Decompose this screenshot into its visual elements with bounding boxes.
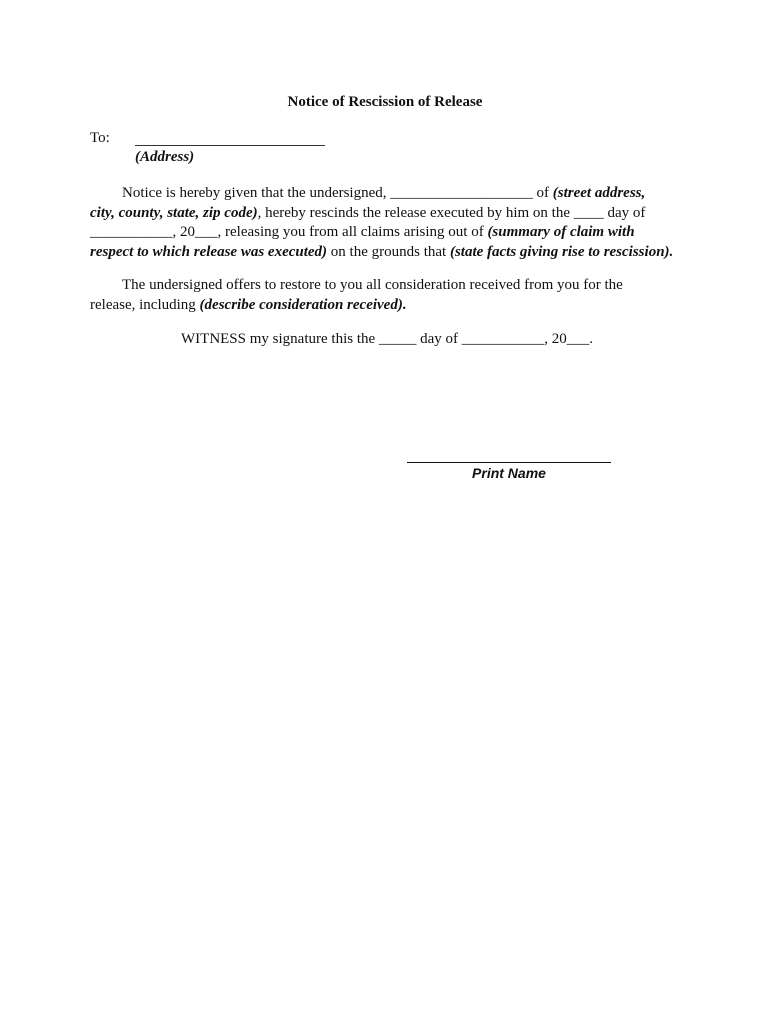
notice-placeholder: respect to which release was executed)	[90, 243, 328, 260]
to-label: To:	[90, 130, 110, 146]
notice-placeholder: city, county, state, zip code)	[90, 204, 258, 221]
consideration-line-2	[90, 296, 690, 316]
consideration-text: release, including	[90, 296, 200, 313]
consideration-text: The undersigned offers to restore to you all consideration received from you for the	[122, 277, 623, 293]
address-blank-line	[135, 145, 325, 146]
address-label: (Address)	[135, 149, 195, 165]
notice-paragraph	[90, 184, 690, 262]
notice-placeholder: (summary of claim with	[487, 224, 635, 240]
consideration-paragraph	[90, 276, 690, 315]
notice-text: , hereby rescinds the release executed by him on the ____ day of	[257, 204, 646, 221]
consideration-placeholder: (describe consideration received).	[199, 296, 407, 313]
notice-text: Notice is hereby given that the undersigned, ___________________ of	[122, 185, 553, 201]
notice-line-2	[90, 204, 690, 224]
consideration-line-1	[90, 276, 690, 296]
notice-line-1	[90, 184, 690, 204]
document-title: Notice of Rescission of Release	[287, 94, 483, 110]
notice-text: ___________, 20___, releasing you from all claims arising out of	[90, 224, 488, 240]
print-name-label: Print Name	[472, 465, 546, 481]
notice-placeholder: (state facts giving rise to rescission).	[449, 243, 674, 260]
notice-text: on the grounds that	[327, 243, 450, 260]
notice-line-4	[90, 243, 690, 263]
notice-placeholder: (street address,	[552, 185, 646, 201]
notice-line-3	[90, 223, 690, 243]
witness-line: WITNESS my signature this the _____ day of ___________, 20___.	[181, 331, 594, 347]
signature-line	[407, 462, 611, 463]
